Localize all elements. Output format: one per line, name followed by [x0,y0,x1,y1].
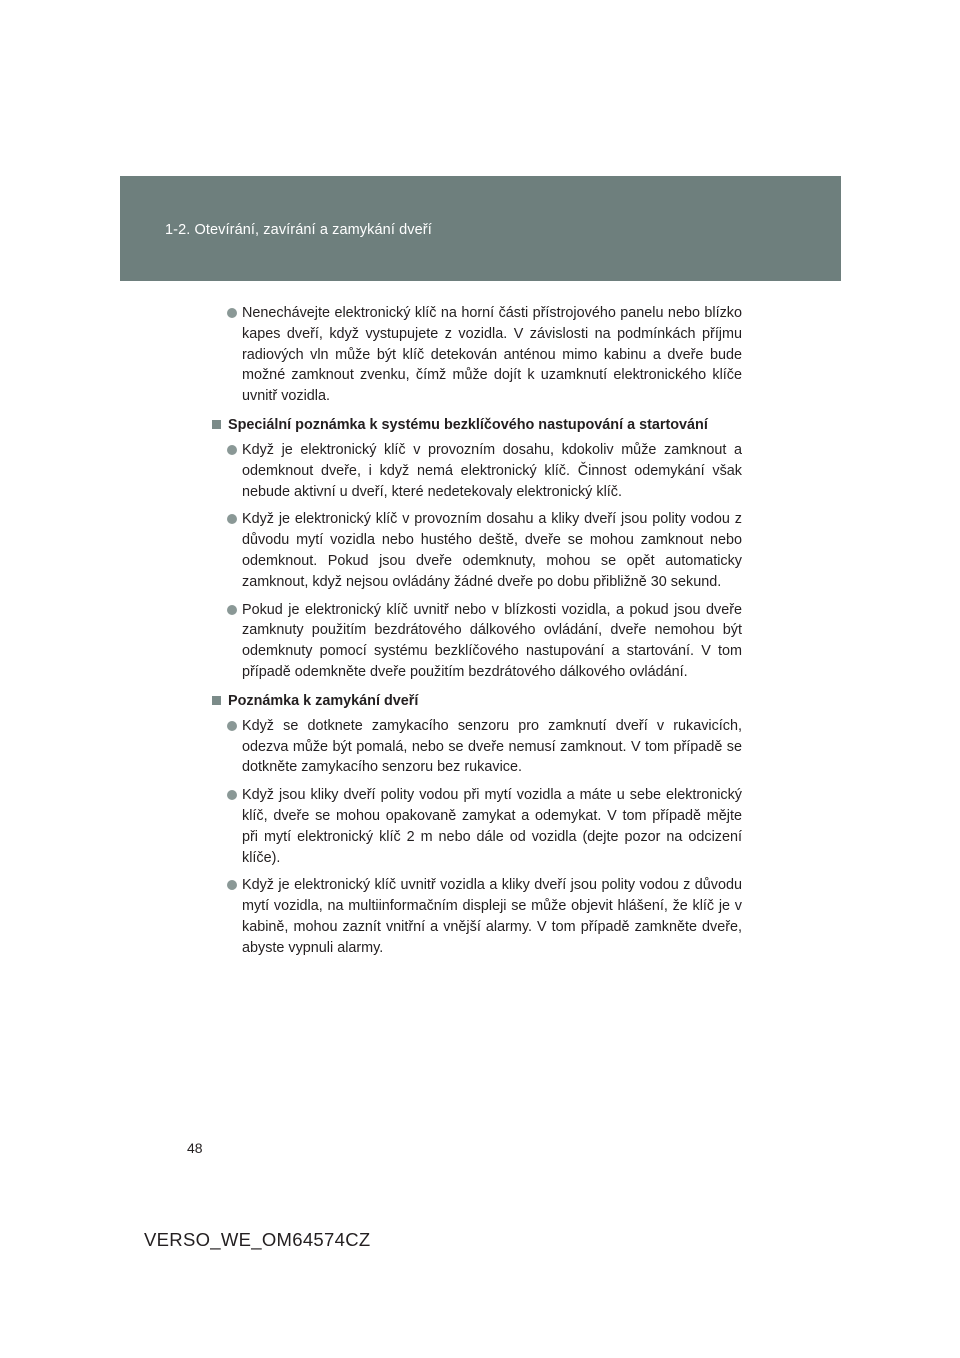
section-heading [212,414,742,436]
section-heading-text: Speciální poznámka k systému bezklíčového nastupování a startování [228,416,708,433]
bullet-item [212,716,742,778]
section-title: 1-2. Otevírání, zavírání a zamykání dveří [165,222,432,238]
bullet-text: Když se dotknete zamykacího senzoru pro zamknutí dveří v rukavicích, odezva může být pomalá, nebo se dveře nemusí zamknout. V tom případě se dotkněte zamykacího senzoru bez rukavice. [242,717,742,776]
bullet-item [212,875,742,958]
section-heading [212,690,742,712]
page-content [212,303,742,966]
bullet-dot-icon [227,308,237,318]
section-header-band [120,176,841,281]
bullet-dot-icon [227,880,237,890]
bullet-item [212,303,742,407]
square-bullet-icon [212,696,221,705]
document-code: VERSO_WE_OM64574CZ [144,1229,371,1250]
bullet-item [212,785,742,868]
bullet-item [212,600,742,683]
bullet-text: Když je elektronický klíč v provozním dosahu, kdokoliv může zamknout a odemknout dveře, i když nemá elektronický klíč. Činnost odemykání však nebude aktivní u dveří, které nedetekovaly elektronický klíč. [242,441,742,500]
bullet-item [212,509,742,592]
bullet-dot-icon [227,445,237,455]
bullet-dot-icon [227,514,237,524]
bullet-text: Když je elektronický klíč v provozním dosahu a kliky dveří jsou polity vodou z důvodu mytí vozidla nebo hustého deště, dveře se mohou zamknout nebo odemknout. Pokud jsou dveře odemknuty, mohou se opět automaticky zamknout, když nejsou ovládány žádné dveře po dobu přibližně 30 sekund. [242,511,742,590]
bullet-item [212,440,742,502]
bullet-dot-icon [227,721,237,731]
bullet-dot-icon [227,790,237,800]
section-heading-text: Poznámka k zamykání dveří [228,692,419,709]
page-number: 48 [187,1140,203,1156]
bullet-text: Nenechávejte elektronický klíč na horní části přístrojového panelu nebo blízko kapes dveří, když vystupujete z vozidla. V závislosti na podmínkách příjmu radiových vln může být klíč detekován anténou mimo kabinu a dveře bude možné zamknout zvenku, čímž může dojít k uzamknutí elektronického klíče uvnitř vozidla. [242,305,742,405]
square-bullet-icon [212,420,221,429]
bullet-text: Pokud je elektronický klíč uvnitř nebo v blízkosti vozidla, a pokud jsou dveře zamknuty použitím bezdrátového dálkového ovládání, dveře nemohou být odemknuty pomocí systému bezklíčového nastupování a startování. V tom případě odemkněte dveře použitím bezdrátového dálkového ovládání. [242,601,742,680]
bullet-text: Když je elektronický klíč uvnitř vozidla a kliky dveří jsou polity vodou z důvodu mytí vozidla, na multiinformačním displeji se může objevit hlášení, že klíč je v kabině, mohou zaznít vnitřní a vnější alarmy. V tom případě zamkněte dveře, abyste vypnuli alarmy. [242,877,742,956]
bullet-text: Když jsou kliky dveří polity vodou při mytí vozidla a máte u sebe elektronický klíč, dveře se mohou opakovaně zamykat a odemykat. V tom případě mějte při mytí elektronický klíč 2 m nebo dále od vozidla (dejte pozor na odcizení klíče). [242,787,742,866]
bullet-dot-icon [227,605,237,615]
